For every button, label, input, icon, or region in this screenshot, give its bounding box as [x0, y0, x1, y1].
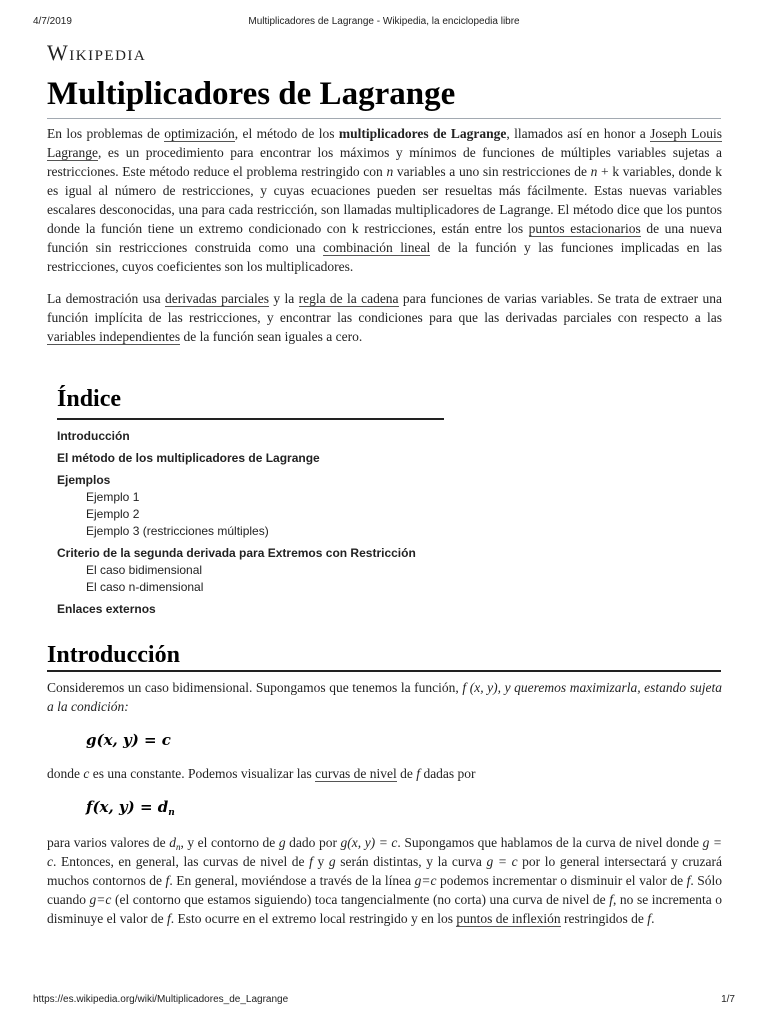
link-curvas-de-nivel[interactable]: curvas de nivel: [315, 766, 397, 781]
equation-constraint: g(x, y) = c: [86, 731, 171, 749]
link-regla-de-la-cadena[interactable]: regla de la cadena: [298, 291, 399, 306]
toc-item-enlaces[interactable]: Enlaces externos: [57, 602, 156, 616]
intro-section-paragraph-1: Consideremos un caso bidimensional. Supongamos que tenemos la función, f (x, y), y queremos maximizarla, estando sujeta a la condición:: [47, 680, 722, 714]
toc-item-criterio[interactable]: Criterio de la segunda derivada para Extremos con Restricción: [57, 546, 416, 560]
equation-level-curves: f(x, $y) = d_n$: [86, 798, 175, 818]
toc-item-introduccion[interactable]: Introducción: [57, 429, 130, 443]
link-variables-independientes[interactable]: variables independientes: [47, 329, 181, 344]
toc-subitem-n-dimensional[interactable]: El caso n-dimensional: [86, 580, 204, 594]
print-header: [33, 16, 735, 30]
section-heading-introduccion: Introducción: [47, 642, 180, 668]
toc-title: Índice: [57, 384, 444, 420]
print-footer: [33, 994, 735, 1008]
wikipedia-wordmark[interactable]: Wikipedia: [47, 40, 147, 65]
term-multiplicadores: multiplicadores de Lagrange: [338, 126, 507, 141]
intro-paragraph: En los problemas de optimización, el método de los multiplicadores de Lagrange, llamados así en honor a Joseph Louis Lagrange, es un procedimiento para encontrar los máximos y mínimos de funciones de múltiples variables sujetas a restricciones. Este método reduce el problema restringido con n variables a uno sin restricciones de n + k variables, donde k es igual al número de restricciones, y cuyas ecuaciones pueden ser resueltas más fácilmente. Estas nuevas variables escalares desconocidas, una para cada restricción, son llamadas multiplicadores de Lagrange. El método dice que los puntos donde la función tiene un extremo condicionado con k restricciones, están entre los puntos estacionarios de una nueva función sin restricciones construida como una combinación lineal de la función y las funciones implicadas en las restricciones, cuyos coeficientes son los multiplicadores.: [47, 126, 723, 274]
print-url: https://es.wikipedia.org/wiki/Multiplicadores_de_Lagrange: [33, 994, 289, 1005]
link-combinacion-lineal[interactable]: combinación lineal: [323, 240, 431, 255]
link-optimizacion[interactable]: optimización: [164, 126, 235, 141]
link-puntos-estacionarios[interactable]: puntos estacionarios: [528, 221, 641, 236]
intro-section-paragraph-3: para varios valores de $d_n$, y el contorno de g dado por g(x, y) = c. Supongamos que hablamos de la curva de nivel donde g = c. Entonces, en general, las curvas de nivel de f y g serán distintas, y la curva g = c por lo general intersectará y cruzará muchos contornos de f. En general, moviéndose a través de la línea g=c podemos incrementar o disminuir el valor de f. Sólo cuando g=c (el contorno que estamos siguiendo) toca tangencialmente (no corta) una curva de nivel de f, no se incrementa o disminuye el valor de f. Esto ocurre en el extremo local restringido y en los puntos de inflexión restringidos de f.: [47, 835, 723, 926]
demonstration-paragraph: La demostración usa derivadas parciales y la regla de la cadena para funciones de varias variables. Se trata de extraer una función implícita de las restricciones, y encontrar las condiciones para que las derivadas parciales con respecto a las variables independientes de la función sean iguales a cero.: [47, 291, 722, 344]
print-page-title: Multiplicadores de Lagrange - Wikipedia, la enciclopedia libre: [248, 16, 520, 27]
link-joseph-louis-lagrange[interactable]: Joseph Louis Lagrange: [47, 126, 723, 160]
function-f: f (x, y): [462, 680, 498, 695]
page-title: Multiplicadores de Lagrange: [47, 76, 456, 112]
print-page-number: 1/7: [721, 994, 735, 1005]
toc-subitem-ejemplo-3[interactable]: Ejemplo 3 (restricciones múltiples): [86, 524, 269, 538]
table-of-contents: [57, 384, 447, 618]
section-divider: [47, 670, 721, 672]
title-divider: [47, 118, 721, 119]
toc-subitem-ejemplo-1[interactable]: Ejemplo 1: [86, 490, 140, 504]
link-puntos-de-inflexion[interactable]: puntos de inflexión: [456, 911, 561, 926]
toc-item-metodo[interactable]: El método de los multiplicadores de Lagrange: [57, 451, 320, 465]
print-date: 4/7/2019: [33, 16, 72, 27]
toc-subitem-ejemplo-2[interactable]: Ejemplo 2: [86, 507, 140, 521]
link-derivadas-parciales[interactable]: derivadas parciales: [165, 291, 270, 306]
toc-subitem-bidimensional[interactable]: El caso bidimensional: [86, 563, 203, 577]
toc-item-ejemplos[interactable]: Ejemplos: [57, 473, 111, 487]
intro-section-paragraph-2: donde c es una constante. Podemos visualizar las curvas de nivel de f dadas por: [47, 766, 476, 781]
